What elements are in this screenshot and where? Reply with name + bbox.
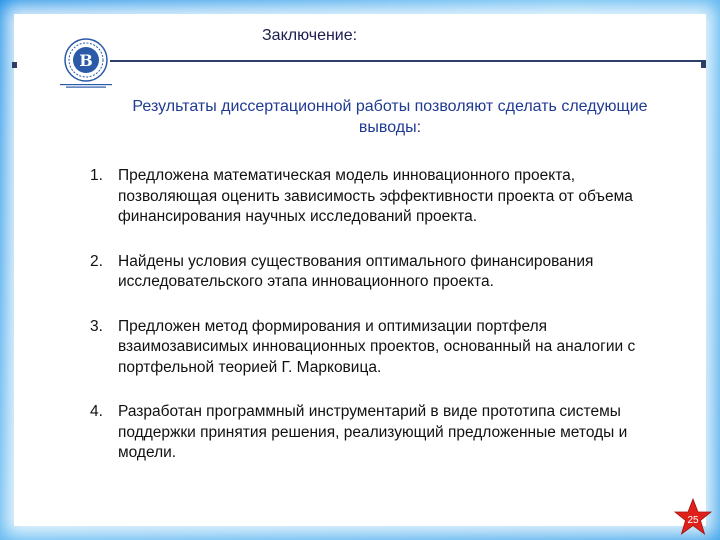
list-item <box>90 252 670 293</box>
list-item <box>90 166 670 228</box>
list-item-text: Предложен метод формирования и оптимизации портфеля взаимозависимых инновационных проектов, основанный на аналогии с портфельной теорией Г. Марковица. <box>118 317 636 376</box>
logo-caption-icon <box>58 83 114 89</box>
list-item-text: Предложена математическая модель инновационного проекта, позволяющая оценить зависимость эффективности проекта от объема финансирования научных исследований проекта. <box>118 167 633 225</box>
list-item-number: 2. <box>90 252 103 270</box>
conclusion-list <box>90 166 670 488</box>
list-item-text: Разработан программный инструментарий в виде прототипа системы поддержки принятия решения, реализующий предложенные методы и модели. <box>118 403 628 461</box>
list-item-text: Найдены условия существования оптимального финансирования исследовательского этапа инновационного проекта. <box>118 252 594 290</box>
slide-title: Заключение: <box>262 27 358 44</box>
university-emblem-icon <box>64 38 108 82</box>
title-rule-decoration <box>12 62 706 68</box>
list-item <box>90 402 670 464</box>
list-item-number: 4. <box>90 403 103 420</box>
page-number: 25 <box>687 515 699 526</box>
list-item-number: 1. <box>90 167 103 184</box>
list-item-number: 3. <box>90 317 103 335</box>
conclusion-lead: Результаты диссертационной работы позволяют сделать следующие выводы: <box>132 98 648 136</box>
list-item <box>90 317 670 379</box>
page-number-star-icon <box>673 497 713 537</box>
logo-letter: В <box>79 51 93 70</box>
